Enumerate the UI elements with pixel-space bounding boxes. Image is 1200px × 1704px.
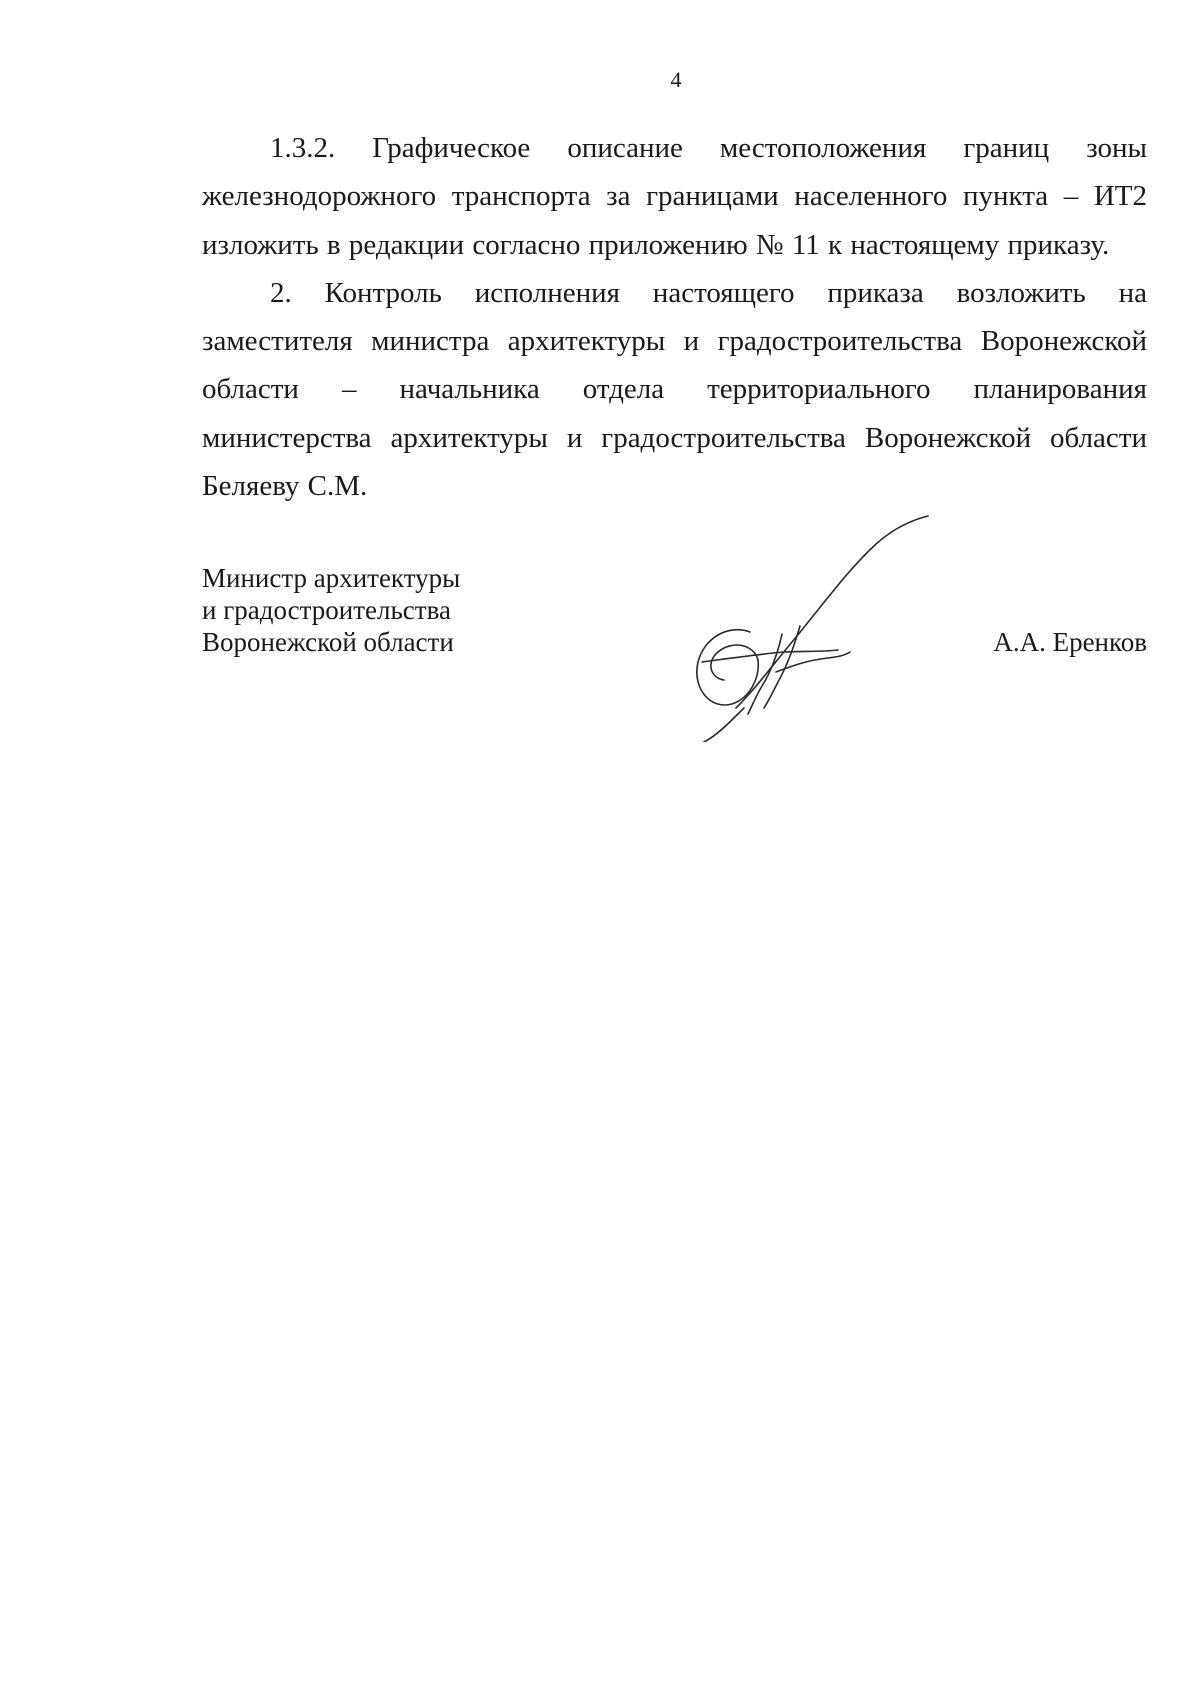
- signer-title: [202, 562, 460, 658]
- signer-title-line: и градостроительства: [202, 595, 451, 625]
- paragraph-1-3-2: 1.3.2. Графическое описание местоположения границ зоны железнодорожного транспорта за границами населенного пункта – ИТ2 изложить в редакции согласно приложению № 11 к настоящему приказу.: [202, 132, 1147, 261]
- signer-title-line: Министр архитектуры: [202, 563, 461, 593]
- page-number: 4: [670, 67, 682, 92]
- paragraph-2: 2. Контроль исполнения настоящего приказа возложить на заместителя министра архитектуры и градостроительства Воронежской области – начальника отдела территориального планирования министерства архитектуры и градостроительства Воронежской области Беляеву С.М.: [202, 276, 1147, 503]
- signer-title-line: Воронежской области: [202, 627, 454, 657]
- signer-name: А.А. Еренков: [993, 627, 1147, 657]
- signature-block: [202, 562, 1147, 722]
- document-body: [202, 124, 1147, 510]
- handwritten-signature: [632, 502, 952, 742]
